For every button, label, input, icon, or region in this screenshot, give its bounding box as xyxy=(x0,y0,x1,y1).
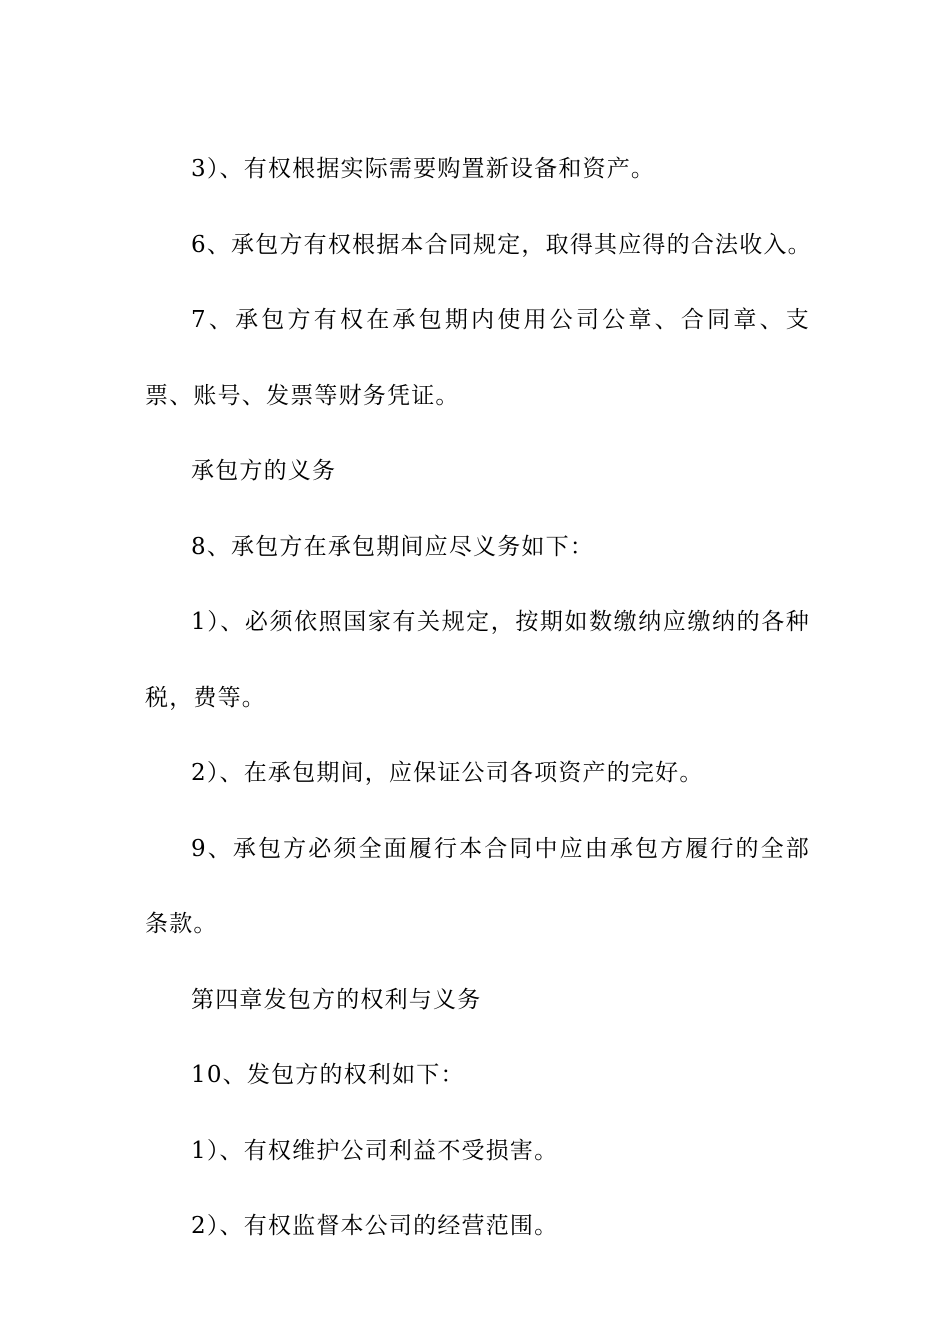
paragraph-clause-6: 6、承包方有权根据本合同规定，取得其应得的合法收入。 xyxy=(191,231,812,258)
paragraph-clause-8: 8、承包方在承包期间应尽义务如下： xyxy=(191,533,595,560)
paragraph-obligation-2: 2）、在承包期间，应保证公司各项资产的完好。 xyxy=(191,760,704,786)
paragraph-right-3: 3）、有权根据实际需要购置新设备和资产。 xyxy=(191,156,656,182)
chapter-heading-4: 第四章发包方的权利与义务 xyxy=(191,986,482,1013)
paragraph-clause-10: 10、发包方的权利如下： xyxy=(191,1062,465,1088)
document-body xyxy=(145,132,810,1265)
section-heading-contractor-obligations: 承包方的义务 xyxy=(191,458,337,484)
paragraph-obligation-1: 1）、必须依照国家有关规定，按期如数缴纳应缴纳的各种税，费等。 xyxy=(145,609,810,711)
paragraph-clause-9: 9、承包方必须全面履行本合同中应由承包方履行的全部条款。 xyxy=(145,835,810,937)
paragraph-clause-7: 7、承包方有权在承包期内使用公司公章、合同章、支票、账号、发票等财务凭证。 xyxy=(145,307,810,409)
paragraph-employer-right-2: 2）、有权监督本公司的经营范围。 xyxy=(191,1213,559,1239)
paragraph-employer-right-1: 1）、有权维护公司利益不受损害。 xyxy=(191,1137,559,1164)
